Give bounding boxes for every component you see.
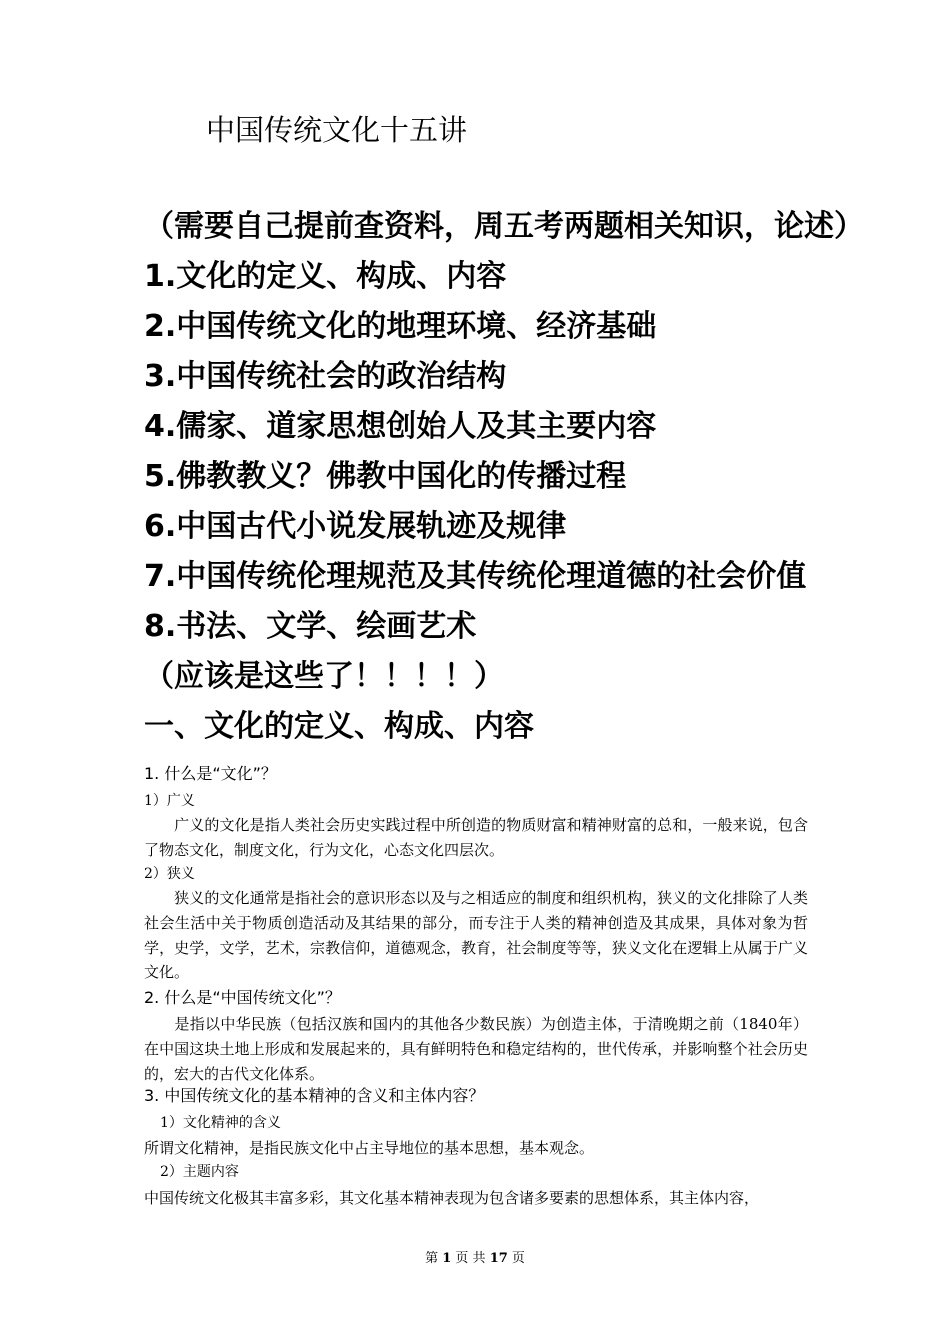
closing-note: （应该是这些了！！！！）	[144, 659, 504, 694]
footer-page-number: 1	[442, 1251, 452, 1266]
narrow-definition-text: 狭义的文化通常是指社会的意识形态以及与之相适应的制度和组织机构，狭义的文化排除了人类社会生活中关于物质创造活动及其结果的部分，而专注于人类的精神创造及其成果，具体对象为哲学，史学，文学，艺术，宗教信仰，道德观念，教育，社会制度等等，狭义文化在逻辑上从属于广义文化。	[144, 889, 808, 982]
outline-item-1: 1.文化的定义、构成、内容	[144, 259, 507, 294]
main-content-label: 2）主题内容	[160, 1164, 239, 1180]
broad-definition-label: 1）广义	[144, 793, 195, 809]
section-heading: 一、文化的定义、构成、内容	[144, 709, 534, 744]
cultural-spirit-text: 所谓文化精神，是指民族文化中占主导地位的基本思想，基本观念。	[144, 1139, 595, 1157]
main-content-text: 中国传统文化极其丰富多彩，其文化基本精神表现为包含诸多要素的思想体系，其主体内容，	[144, 1189, 760, 1207]
cultural-spirit-label: 1）文化精神的含义	[160, 1115, 281, 1131]
question-2-text: 是指以中华民族（包括汉族和国内的其他各少数民族）为创造主体，于清晚期之前（1840年）在中国这块土地上形成和发展起来的，具有鲜明特色和稳定结构的，世代传承，并影响整个社会历史的，宏大的古代文化体系。	[144, 1015, 808, 1083]
outline-item-8: 8.书法、文学、绘画艺术	[144, 609, 477, 644]
footer-middle: 页 共	[455, 1251, 486, 1266]
question-1-heading: 1. 什么是“文化”？	[144, 764, 277, 783]
footer-suffix: 页	[511, 1251, 525, 1266]
outline-item-5: 5.佛教教义？佛教中国化的传播过程	[144, 459, 627, 494]
question-2-heading: 2. 什么是“中国传统文化”？	[144, 988, 341, 1007]
outline-item-7: 7.中国传统伦理规范及其传统伦理道德的社会价值	[144, 559, 807, 594]
outline-item-6: 6.中国古代小说发展轨迹及规律	[144, 509, 567, 544]
page-footer	[0, 1250, 950, 1268]
outline-item-2: 2.中国传统文化的地理环境、经济基础	[144, 309, 657, 344]
narrow-definition-label: 2）狭义	[144, 866, 195, 882]
outline-item-4: 4.儒家、道家思想创始人及其主要内容	[144, 409, 657, 444]
broad-definition-text: 广义的文化是指人类社会历史实践过程中所创造的物质财富和精神财富的总和，一般来说，包含了物态文化，制度文化，行为文化，心态文化四层次。	[144, 816, 808, 859]
document-title: 中国传统文化十五讲	[206, 113, 468, 147]
question-3-heading: 3. 中国传统文化的基本精神的含义和主体内容？	[144, 1086, 485, 1105]
footer-total-pages: 17	[489, 1251, 508, 1266]
outline-item-3: 3.中国传统社会的政治结构	[144, 359, 507, 394]
footer-prefix: 第	[425, 1251, 439, 1266]
study-note: （需要自己提前查资料，周五考两题相关知识，论述）	[144, 209, 864, 244]
